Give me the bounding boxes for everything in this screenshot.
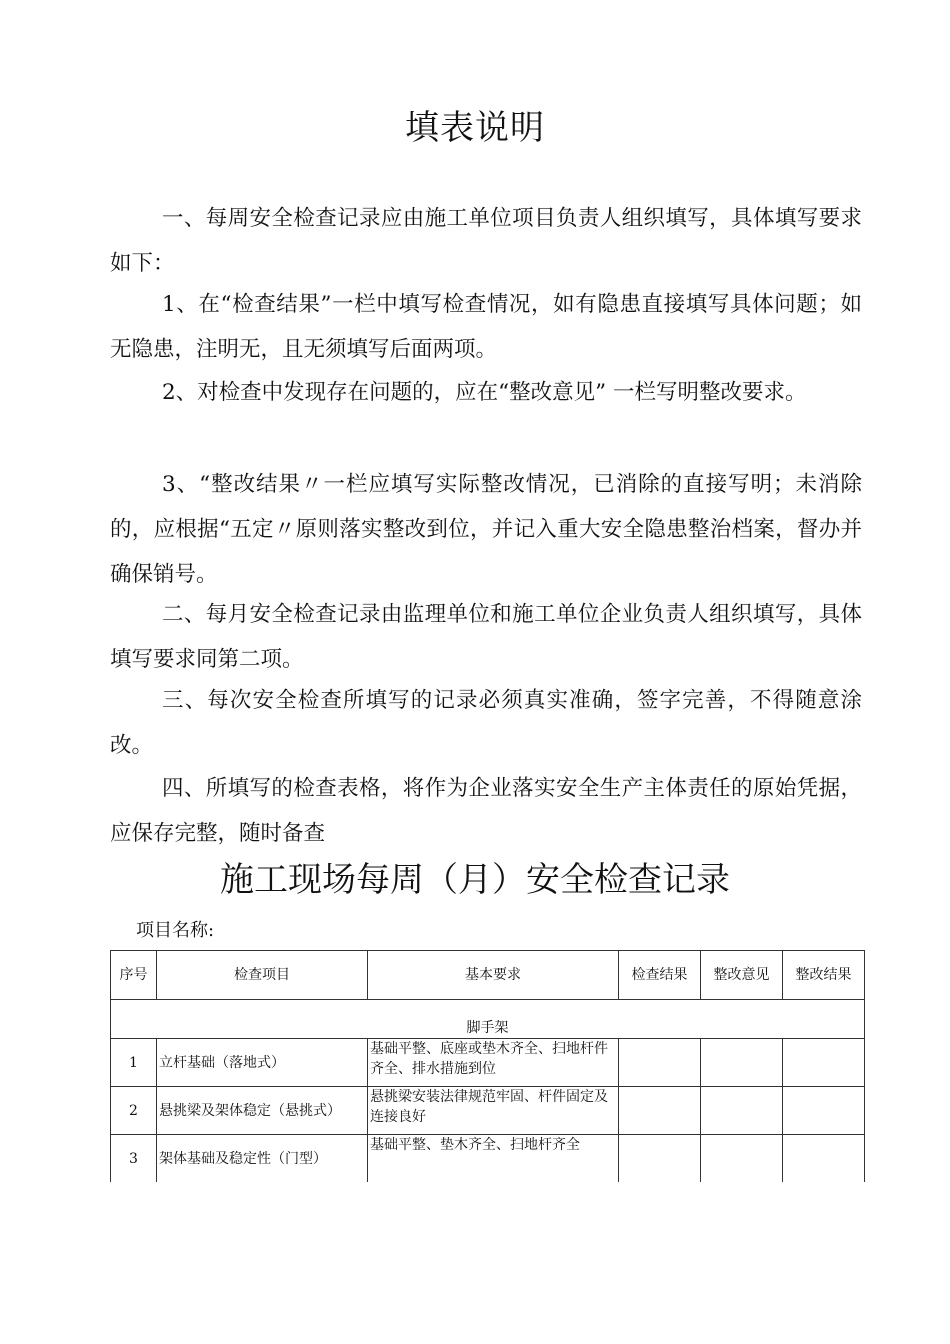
row-requirement: 悬挑梁安装法律规范牢固、杆件固定及连接良好 (368, 1087, 619, 1135)
section-row (111, 1000, 865, 1039)
project-name-label: 项目名称: (136, 920, 215, 941)
row-outcome-cell[interactable] (783, 1135, 865, 1183)
row-item: 立杆基础（落地式） (157, 1039, 368, 1087)
column-header-result: 检查结果 (619, 951, 701, 1000)
instruction-paragraph-7: 四、所填写的检查表格，将作为企业落实安全生产主体责任的原始凭据，应保存完整，随时备查 (110, 776, 862, 846)
row-opinion-cell[interactable] (701, 1135, 783, 1183)
inspection-table (110, 950, 865, 1182)
instruction-paragraph-1: 一、每周安全检查记录应由施工单位项目负责人组织填写，具体填写要求如下： (110, 206, 862, 276)
instruction-paragraph-6: 三、每次安全检查所填写的记录必须真实准确，签字完善，不得随意涂改。 (110, 688, 862, 758)
instruction-paragraph-3: 2、对检查中发现存在问题的，应在“整改意见” 一栏写明整改要求。 (162, 380, 807, 405)
instruction-paragraph-2: 1、在“检查结果”一栏中填写检查情况，如有隐患直接填写具体问题；如无隐患，注明无，且无须填写后面两项。 (110, 292, 862, 362)
row-number: 3 (111, 1135, 157, 1183)
row-result-cell[interactable] (619, 1087, 701, 1135)
table-header-row (111, 951, 865, 1000)
row-opinion-cell[interactable] (701, 1087, 783, 1135)
row-opinion-cell[interactable] (701, 1039, 783, 1087)
row-requirement: 基础平整、底座或垫木齐全、扫地杆件齐全、排水措施到位 (368, 1039, 619, 1087)
row-outcome-cell[interactable] (783, 1039, 865, 1087)
record-title: 施工现场每周（月）安全检查记录 (220, 860, 730, 900)
row-result-cell[interactable] (619, 1039, 701, 1087)
table-row (111, 1087, 865, 1135)
row-item: 架体基础及稳定性（门型） (157, 1135, 368, 1183)
table-row (111, 1135, 865, 1183)
column-header-requirement: 基本要求 (368, 951, 619, 1000)
instruction-paragraph-5: 二、每月安全检查记录由监理单位和施工单位企业负责人组织填写，具体填写要求同第二项。 (110, 602, 862, 672)
table-row (111, 1039, 865, 1087)
instruction-paragraph-4: 3、“整改结果〃一栏应填写实际整改情况，已消除的直接写明；未消除的，应根据“五定〃原则落实整改到位，并记入重大安全隐患整治档案，督办并确保销号。 (110, 472, 862, 587)
column-header-item: 检查项目 (157, 951, 368, 1000)
row-item: 悬挑梁及架体稳定（悬挑式） (157, 1087, 368, 1135)
row-requirement: 基础平整、垫木齐全、扫地杆齐全 (368, 1135, 619, 1183)
row-outcome-cell[interactable] (783, 1087, 865, 1135)
row-result-cell[interactable] (619, 1135, 701, 1183)
row-number: 2 (111, 1087, 157, 1135)
column-header-opinion: 整改意见 (701, 951, 783, 1000)
column-header-outcome: 整改结果 (783, 951, 865, 1000)
section-title: 脚手架 (111, 1000, 865, 1039)
row-number: 1 (111, 1039, 157, 1087)
column-header-no: 序号 (111, 951, 157, 1000)
page-title: 填表说明 (405, 108, 545, 148)
